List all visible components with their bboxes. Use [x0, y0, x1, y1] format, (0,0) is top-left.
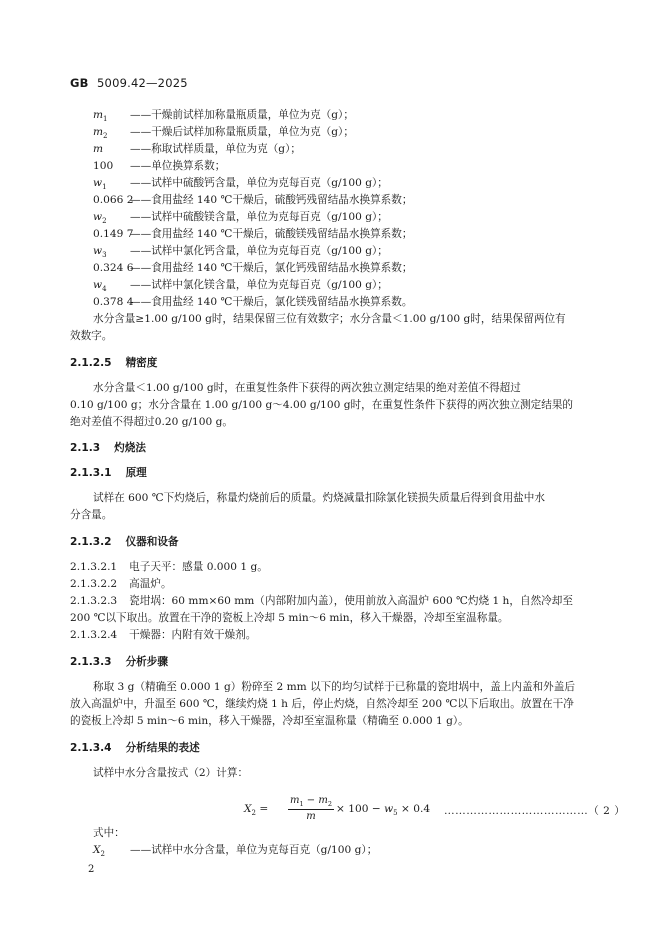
equipment-item: 2.1.3.2.3 瓷坩埚：60 mm×60 mm（内部附加内盖），使用前放入高温炉 600 ℃灼烧 1 h，自然冷却至 — [70, 595, 573, 607]
variable-definition: ——试样中氯化镁含量，单位为克每百克（g/100 g）； — [130, 279, 388, 291]
variable-symbol: $w_2$ — [93, 211, 107, 226]
equipment-item-continuation: 200 ℃以下取出。放置在干净的瓷板上冷却 5 min～6 min，移入干燥器，冷却至室温称量。 — [70, 612, 509, 624]
equipment-item: 2.1.3.2.4 干燥器：内附有效干燥剂。 — [70, 629, 257, 641]
variable-symbol: $m_1$ — [93, 109, 108, 124]
variable-symbol: $w_3$ — [93, 245, 107, 260]
section-heading: 2.1.3.1 原理 — [70, 467, 147, 479]
result-rule-line: 水分含量≥1.00 g/100 g时，结果保留三位有效数字；水分含量＜1.00 g/100 g时，结果保留两位有 — [93, 313, 566, 325]
section-heading: 2.1.2.5 精密度 — [70, 357, 158, 369]
precision-line: 0.10 g/100 g；水分含量在 1.00 g/100 g～4.00 g/100 g时，在重复性条件下获得的两次独立测定结果的 — [70, 399, 574, 411]
page-number: 2 — [88, 864, 95, 875]
formula-fraction — [288, 795, 334, 822]
standard-code: GB — [70, 76, 89, 90]
variable-number: 100 — [93, 160, 114, 172]
variable-number: 0.378 4 — [93, 296, 134, 308]
variable-definition: ——干燥后试样加称量瓶质量，单位为克（g）； — [130, 126, 354, 138]
formula-intro: 试样中水分含量按式（2）计算： — [93, 767, 249, 779]
steps-line: 放入高温炉中，升温至 600 ℃，继续灼烧 1 h 后，停止灼烧，自然冷却至 200 ℃以下后取出。放置在干净 — [70, 698, 574, 710]
variable-definition: ——食用盐经 140 ℃干燥后，硫酸钙残留结晶水换算系数； — [130, 194, 413, 206]
variable-definition: ——试样中硫酸钙含量，单位为克每百克（g/100 g）； — [130, 177, 388, 189]
result-rule-line: 效数字。 — [70, 330, 113, 342]
variable-symbol: $X_2$ — [93, 844, 106, 859]
formula-number: …………………………………（ 2 ） — [444, 805, 626, 817]
variable-definition: ——称取试样质量，单位为克（g）； — [130, 143, 301, 155]
principle-line: 分含量。 — [70, 509, 113, 521]
formula-2 — [244, 795, 626, 829]
section-heading: 2.1.3.3 分析步骤 — [70, 656, 168, 668]
section-heading: 2.1.3.2 仪器和设备 — [70, 536, 179, 548]
variable-definition: ——试样中硫酸镁含量，单位为克每百克（g/100 g）； — [130, 211, 388, 223]
variable-definition: ——单位换算系数； — [130, 160, 226, 172]
steps-line: 称取 3 g（精确至 0.000 1 g）粉碎至 2 mm 以下的均匀试样于已称量的瓷坩埚中，盖上内盖和外盖后 — [93, 681, 575, 693]
variable-definition: ——试样中氯化钙含量，单位为克每百克（g/100 g）； — [130, 245, 388, 257]
formula-numerator: $m_1 - m_2$ — [290, 795, 332, 808]
variable-symbol: $w_1$ — [93, 177, 107, 192]
precision-line: 水分含量＜1.00 g/100 g时，在重复性条件下获得的两次独立测定结果的绝对差值不得超过 — [93, 382, 521, 394]
section-heading: 2.1.3.4 分析结果的表述 — [70, 742, 200, 754]
variable-definition: ——干燥前试样加称量瓶质量，单位为克（g）； — [130, 109, 354, 121]
formula-denominator: m — [306, 811, 316, 822]
standard-header — [70, 76, 188, 90]
where-label: 式中： — [93, 827, 125, 839]
section-heading: 2.1.3 灼烧法 — [70, 442, 146, 454]
variable-symbol: m — [93, 143, 104, 155]
equipment-item: 2.1.3.2.1 电子天平：感量 0.000 1 g。 — [70, 561, 268, 573]
variable-definition: ——食用盐经 140 ℃干燥后，氯化镁残留结晶水换算系数。 — [130, 296, 413, 308]
variable-definition: ——试样中水分含量，单位为克每百克（g/100 g）； — [130, 844, 378, 856]
precision-line: 绝对差值不得超过0.20 g/100 g。 — [70, 416, 234, 428]
steps-line: 的瓷板上冷却 5 min～6 min，移入干燥器，冷却至室温称量（精确至 0.000 1 g）。 — [70, 715, 469, 727]
variable-number: 0.149 7 — [93, 228, 134, 240]
variable-symbol: $w_4$ — [93, 279, 107, 294]
principle-line: 试样在 600 ℃下灼烧后，称量灼烧前后的质量。灼烧减量扣除氯化镁损失质量后得到食用盐中水 — [93, 492, 545, 504]
formula-lhs: $X_2$ = — [244, 803, 269, 818]
variable-number: 0.324 6 — [93, 262, 134, 274]
formula-rest: × $100 - w_5 \times 0.4$ — [336, 803, 431, 818]
equipment-item: 2.1.3.2.2 高温炉。 — [70, 578, 172, 590]
variable-definition: ——食用盐经 140 ℃干燥后，硫酸镁残留结晶水换算系数； — [130, 228, 413, 240]
variable-definition: ——食用盐经 140 ℃干燥后，氯化钙残留结晶水换算系数； — [130, 262, 413, 274]
standard-number: 5009.42—2025 — [97, 76, 188, 90]
variable-number: 0.066 2 — [93, 194, 134, 206]
variable-symbol: $m_2$ — [93, 126, 108, 141]
